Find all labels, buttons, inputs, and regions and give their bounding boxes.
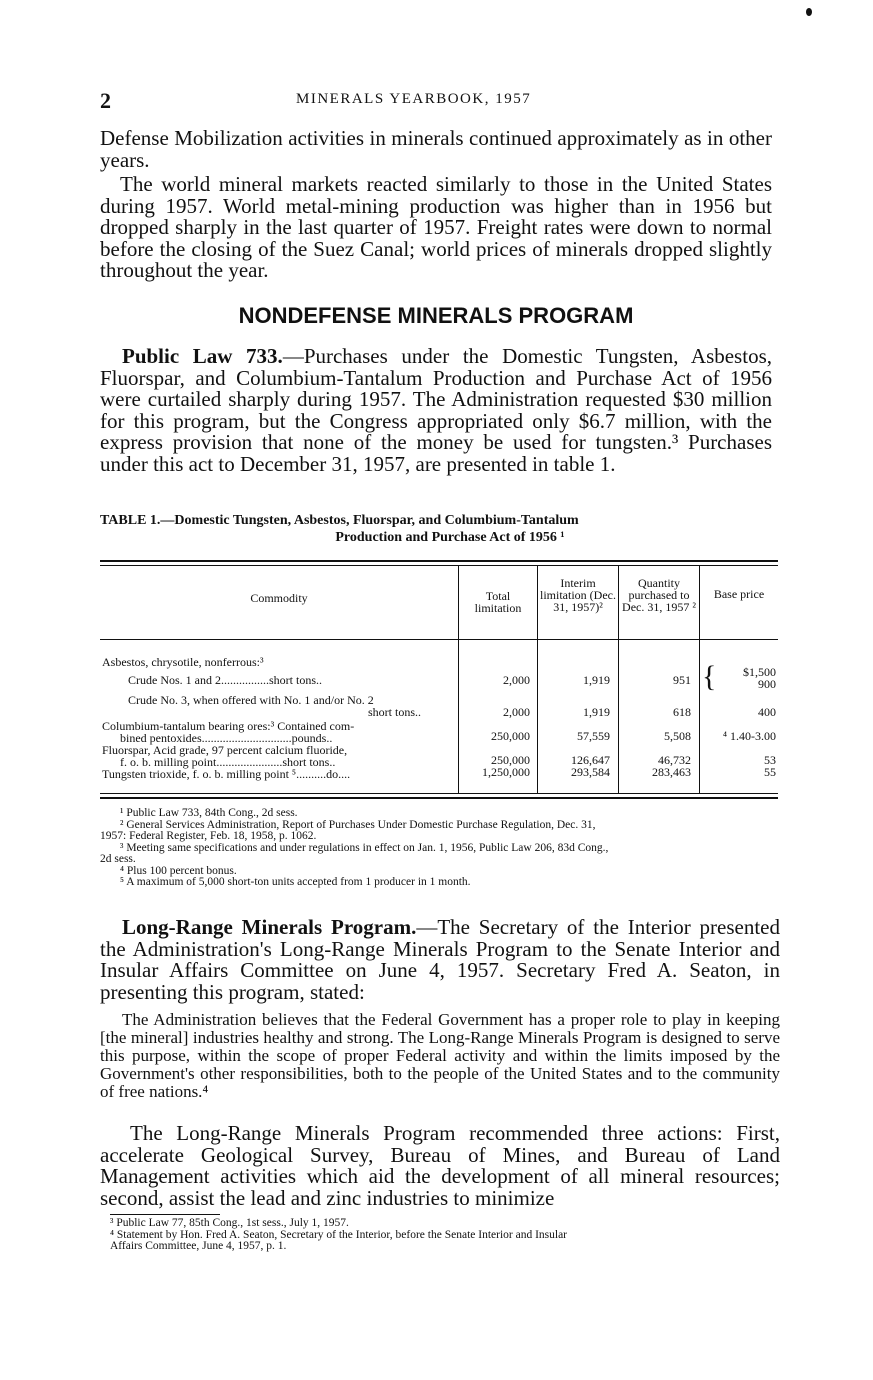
cell-interim: 293,584 <box>571 765 610 779</box>
public-law-text: —Purchases under the Domestic Tungsten, Asbestos, Fluorspar, and Columbium-Tantalum Production and Purchase Act of 1956 were curtailed sharply during 1957. The Administration requested $30 million for this program, but the Congress appropriated only $6.7 million, with the express provision that none of the money be used for tungsten.³ Purchases under this act to December 31, 1957, are presented in table 1. <box>100 344 772 476</box>
row-label-columbium: Columbium-tantalum bearing ores:³ Contained com- <box>102 719 355 733</box>
table-caption <box>100 512 780 546</box>
row-label-tungsten: Tungsten trioxide, f. o. b. milling point ⁵..........do.... <box>102 767 351 781</box>
cell-interim: 126,647 <box>571 753 610 767</box>
intro-paragraph-2: The world mineral markets reacted similarly to those in the United States during 1957. World metal-mining production was higher than in 1956 but dropped sharply in the last quarter of 1957. Freight rates were down to normal before the closing of the Suez Canal; world prices of minerals dropped slightly throughout the year. <box>100 172 772 283</box>
row-label-columbium-unit: bined pentoxides..............................pounds.. <box>120 731 333 745</box>
public-law-paragraph <box>100 346 772 476</box>
row-label-fluorspar: Fluorspar, Acid grade, 97 percent calcium fluoride, <box>102 743 348 757</box>
intro-paragraph-1: Defense Mobilization activities in minerals continued approximately as in other years. <box>100 126 772 172</box>
row-label-crude-3: Crude No. 3, when offered with No. 1 and/or No. 2 <box>128 693 374 707</box>
public-law-lead: Public Law 733. <box>122 344 283 368</box>
cell-quantity: 618 <box>673 705 691 719</box>
row-label-crude-3-unit: short tons.. <box>368 705 422 719</box>
table-top-rule <box>100 560 778 562</box>
table-top-rule-thin <box>100 565 778 566</box>
cell-total: 2,000 <box>503 705 530 719</box>
column-divider <box>458 565 459 793</box>
table-footnote: ⁵ A maximum of 5,000 short-ton units accepted from 1 producer in 1 month. <box>120 876 471 888</box>
row-label-asbestos: Asbestos, chrysotile, nonferrous:³ <box>102 655 264 669</box>
long-range-text: —The Secretary of the Interior presented the Administration's Long-Range Minerals Program to the Senate Interior and Insular Affairs Committee on June 4, 1957. Secretary Fred A. Seaton, in presenting this program, stated: <box>100 915 780 1004</box>
page-header <box>100 88 780 114</box>
final-paragraph: The Long-Range Minerals Program recommended three actions: First, accelerate Geological Survey, Bureau of Mines, and Bureau of Land Management activities which aid the development of all mineral resources; second, assist the lead and zinc industries to minimize <box>100 1121 780 1210</box>
header-base-price: Base price <box>713 587 765 601</box>
row-label-crude-1-2: Crude Nos. 1 and 2................short tons.. <box>128 673 322 687</box>
column-divider <box>537 565 538 793</box>
table-footnote: 1957: Federal Register, Feb. 18, 1958, p. 1062. <box>100 830 317 842</box>
table-footnotes <box>100 807 780 889</box>
long-range-paragraph <box>100 917 780 1003</box>
page-footnote: ³ Public Law 77, 85th Cong., 1st sess., July 1, 1957. <box>110 1217 349 1229</box>
footnote-rule <box>110 1214 220 1215</box>
cell-quantity: 283,463 <box>652 765 691 779</box>
cell-interim: 1,919 <box>583 705 610 719</box>
section-heading: NONDEFENSE MINERALS PROGRAM <box>238 303 634 328</box>
page-footnote: ⁴ Statement by Hon. Fred A. Seaton, Secretary of the Interior, before the Senate Interior and Insular <box>110 1228 568 1241</box>
table-bottom-rule-thin <box>100 793 778 794</box>
table-bottom-rule <box>100 797 778 799</box>
page-number: 2 <box>100 88 111 113</box>
header-interim-limitation: Interim limitation (Dec. 31, 1957)² <box>540 576 616 614</box>
cell-total: 1,250,000 <box>482 765 530 779</box>
scan-speck <box>806 8 812 16</box>
table-caption-line-1: TABLE 1.—Domestic Tungsten, Asbestos, Fluorspar, and Columbium-Tantalum <box>100 513 579 528</box>
page-footnotes <box>110 1218 790 1253</box>
cell-total: 2,000 <box>503 673 530 687</box>
cell-base-price: 900 <box>758 677 776 691</box>
table-footnote: 2d sess. <box>100 853 136 865</box>
cell-total: 250,000 <box>491 753 530 767</box>
header-quantity-purchased: Quantity purchased to Dec. 31, 1957 ² <box>622 576 696 614</box>
block-quote: The Administration believes that the Federal Government has a proper role to play in keeping [the mineral] industries healthy and strong. The Long-Range Minerals Program is designed to serve this purpose, within the scope of proper Federal activity and within the limits imposed by the Government's other responsibilities, both to the people of the United States and to the community of free nations.⁴ <box>100 1010 780 1101</box>
header-commodity: Commodity <box>250 591 308 605</box>
brace-icon: { <box>702 660 717 693</box>
cell-total: 250,000 <box>491 729 530 743</box>
table-footnote: ³ Meeting same specifications and under regulations in effect on Jan. 1, 1956, Public Law 206, 83d Cong., <box>120 841 609 854</box>
cell-quantity: 5,508 <box>664 729 691 743</box>
long-range-lead: Long-Range Minerals Program. <box>122 915 417 939</box>
cell-base-price: 53 <box>764 753 776 767</box>
cell-base-price: ⁴ 1.40-3.00 <box>722 729 776 743</box>
page-footnote: Affairs Committee, June 4, 1957, p. 1. <box>110 1240 287 1252</box>
table-footnote: ² General Services Administration, Report of Purchases Under Domestic Purchase Regulation, Dec. 31, <box>120 818 596 831</box>
cell-base-price: 400 <box>758 705 776 719</box>
cell-quantity: 46,732 <box>658 753 691 767</box>
cell-interim: 57,559 <box>577 729 610 743</box>
table-footnote: ¹ Public Law 733, 84th Cong., 2d sess. <box>120 807 298 819</box>
table-footnote: ⁴ Plus 100 percent bonus. <box>120 864 237 877</box>
cell-quantity: 951 <box>673 673 691 687</box>
cell-base-price: 55 <box>764 765 776 779</box>
table-1 <box>100 560 778 800</box>
row-label-fluorspar-unit: f. o. b. milling point......................short tons.. <box>120 755 336 769</box>
table-caption-line-2: Production and Purchase Act of 1956 ¹ <box>335 530 565 545</box>
header-total-limitation: Total limitation <box>474 589 522 615</box>
running-title: MINERALS YEARBOOK, 1957 <box>296 91 532 107</box>
cell-base-price: $1,500 <box>743 665 776 679</box>
cell-interim: 1,919 <box>583 673 610 687</box>
table-header-rule <box>100 639 778 640</box>
